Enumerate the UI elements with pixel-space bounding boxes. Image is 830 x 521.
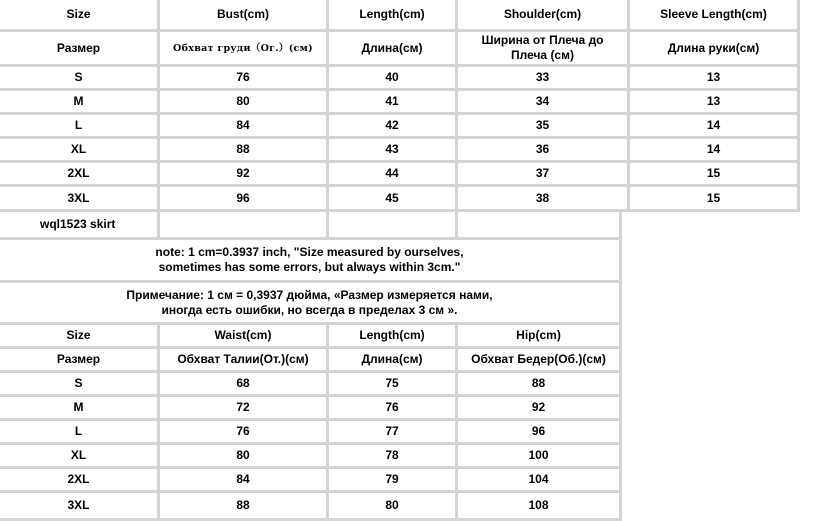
table-cell: 15 [630, 163, 800, 187]
table-cell: 13 [630, 67, 800, 91]
top-row-l [0, 115, 800, 139]
table-cell: 37 [458, 163, 630, 187]
note-ru [0, 283, 622, 325]
empty-cell [160, 212, 329, 240]
note-en-line1: note: 1 cm=0.3937 inch, "Size measured by ourselves, [155, 245, 464, 259]
table-cell: 14 [630, 139, 800, 163]
top-header-en-row [0, 0, 800, 32]
table-cell: 96 [458, 421, 622, 445]
table-cell: 13 [630, 91, 800, 115]
table-cell: L [0, 421, 160, 445]
table-cell: 35 [458, 115, 630, 139]
top-row-3xl [0, 187, 800, 212]
table-cell: 78 [329, 445, 458, 469]
note-en-line2: sometimes has some errors, but always within 3cm." [158, 260, 461, 274]
header-length: Length(cm) [329, 0, 458, 32]
table-cell: 2XL [0, 469, 160, 493]
table-cell: 3XL [0, 493, 160, 521]
header-bust: Bust(cm) [160, 0, 329, 32]
note-en [0, 240, 622, 283]
table-cell: 2XL [0, 163, 160, 187]
bottom-row-l [0, 421, 622, 445]
header-length-ru: Длина(см) [329, 32, 458, 67]
table-cell: 88 [458, 373, 622, 397]
table-cell: 40 [329, 67, 458, 91]
table-cell: 92 [160, 163, 329, 187]
table-cell: XL [0, 139, 160, 163]
empty-cell [458, 212, 622, 240]
empty-cell [329, 212, 458, 240]
note-ru-row [0, 283, 622, 325]
table-cell: 76 [160, 421, 329, 445]
table-cell: 80 [160, 91, 329, 115]
bottom-row-xl [0, 445, 622, 469]
table-cell: 88 [160, 139, 329, 163]
table-cell: 80 [329, 493, 458, 521]
header-size: Size [0, 325, 160, 349]
table-cell: 79 [329, 469, 458, 493]
bottom-header-ru-row [0, 349, 622, 373]
table-cell: 80 [160, 445, 329, 469]
top-row-xl [0, 139, 800, 163]
table-cell: 15 [630, 187, 800, 212]
table-cell: 84 [160, 469, 329, 493]
table-cell: M [0, 397, 160, 421]
table-cell: 43 [329, 139, 458, 163]
header-shoulder: Shoulder(cm) [458, 0, 630, 32]
table-cell: 84 [160, 115, 329, 139]
table-cell: 77 [329, 421, 458, 445]
table-cell: 88 [160, 493, 329, 521]
header-size: Size [0, 0, 160, 32]
note-ru-line2: иногда есть ошибки, но всегда в пределах 3 см ». [161, 302, 458, 317]
bottom-row-3xl [0, 493, 622, 521]
header-hip: Hip(cm) [458, 325, 622, 349]
table-cell: M [0, 91, 160, 115]
bottom-row-m [0, 397, 622, 421]
table-cell: 36 [458, 139, 630, 163]
top-row-s [0, 67, 800, 91]
table-cell: 34 [458, 91, 630, 115]
table-cell: 76 [329, 397, 458, 421]
table-cell: 14 [630, 115, 800, 139]
table-cell: 100 [458, 445, 622, 469]
bottom-header-en-row [0, 325, 622, 349]
table-cell: 76 [160, 67, 329, 91]
table-cell: 108 [458, 493, 622, 521]
header-waist-ru: Обхват Талии(От.)(см) [160, 349, 329, 373]
table-cell: 104 [458, 469, 622, 493]
skirt-label-row [0, 212, 622, 240]
table-cell: L [0, 115, 160, 139]
table-cell: 96 [160, 187, 329, 212]
table-cell: 42 [329, 115, 458, 139]
header-waist: Waist(cm) [160, 325, 329, 349]
note-en-row [0, 240, 622, 283]
top-row-2xl [0, 163, 800, 187]
note-ru-line1: Примечание: 1 см = 0,3937 дюйма, «Размер измеряется нами, [126, 287, 493, 302]
header-sleeve-length: Sleeve Length(cm) [630, 0, 800, 32]
table-cell: 72 [160, 397, 329, 421]
header-length: Length(cm) [329, 325, 458, 349]
bottom-row-s [0, 373, 622, 397]
table-cell: 45 [329, 187, 458, 212]
table-cell: S [0, 373, 160, 397]
table-cell: 68 [160, 373, 329, 397]
header-sleeve-length-ru: Длина руки(см) [630, 32, 800, 67]
table-cell: 38 [458, 187, 630, 212]
table-cell: 75 [329, 373, 458, 397]
top-header-ru-row [0, 32, 800, 67]
table-cell: 3XL [0, 187, 160, 212]
skirt-label: wql1523 skirt [0, 212, 160, 240]
table-cell: 44 [329, 163, 458, 187]
header-length-ru: Длина(см) [329, 349, 458, 373]
header-size-ru: Размер [0, 32, 160, 67]
table-cell: S [0, 67, 160, 91]
header-bust-ru: Обхват груди（Ог.）(см) [160, 32, 329, 67]
table-cell: 41 [329, 91, 458, 115]
bottom-row-2xl [0, 469, 622, 493]
header-size-ru: Размер [0, 349, 160, 373]
header-shoulder-ru: Ширина от Плеча до Плеча (см) [458, 32, 630, 67]
table-cell: 92 [458, 397, 622, 421]
header-hip-ru: Обхват Бедер(Об.)(см) [458, 349, 622, 373]
table-cell: 33 [458, 67, 630, 91]
table-cell: XL [0, 445, 160, 469]
top-row-m [0, 91, 800, 115]
